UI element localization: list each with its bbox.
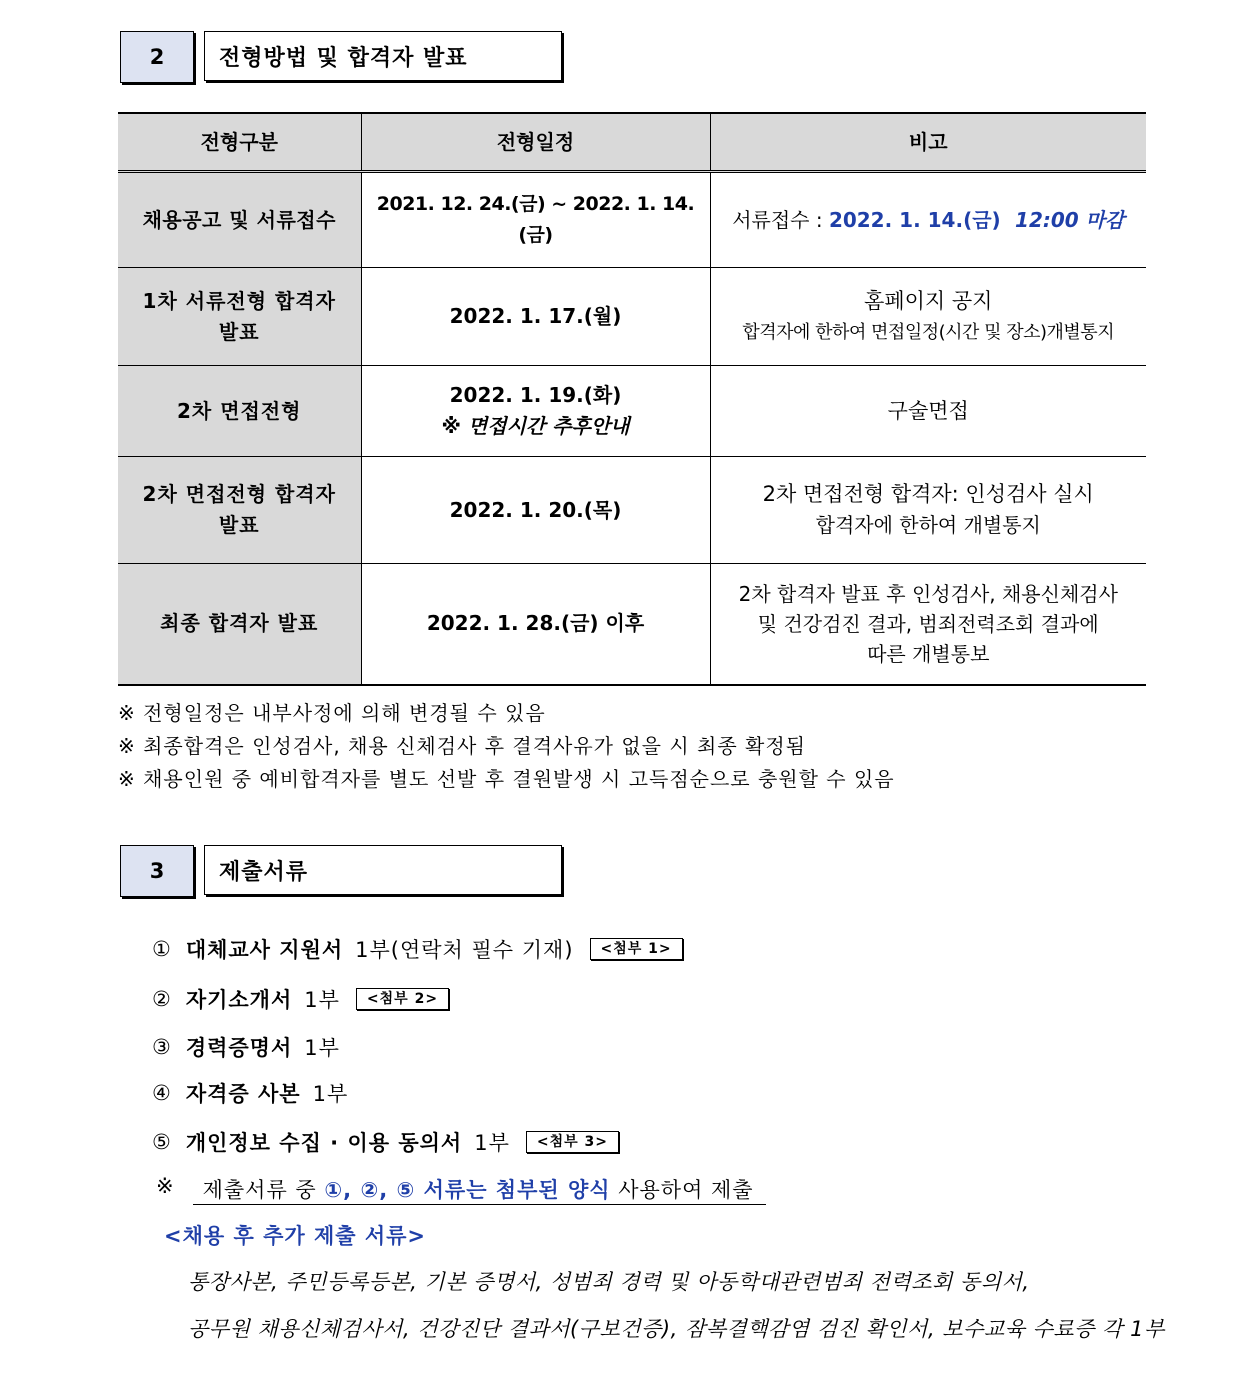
note-line: 및 건강검진 결과, 범죄전력조회 결과에 bbox=[757, 611, 1099, 636]
after-hire-title: <채용 후 추가 제출 서류> bbox=[164, 1224, 427, 1248]
schedule-table bbox=[118, 112, 1146, 686]
row-date: 2022. 1. 20.(목) bbox=[361, 457, 710, 564]
schedule-note: ※ 최종합격은 인성검사, 채용 신체검사 후 결격사유가 없을 시 최종 확정됨 bbox=[118, 734, 806, 758]
column-header: 전형일정 bbox=[361, 113, 710, 172]
table-row bbox=[118, 366, 1146, 457]
item-marker: ⑤ bbox=[152, 1130, 172, 1154]
table-row bbox=[118, 564, 1146, 685]
row-date: 2021. 12. 24.(금) ~ 2022. 1. 14.(금) bbox=[361, 172, 710, 268]
submit-note-post: 사용하여 제출 bbox=[610, 1178, 754, 1202]
item-name: 자격증 사본 bbox=[185, 1082, 301, 1106]
date-line: 2022. 1. 19.(화) bbox=[449, 383, 622, 407]
note-mark: ※ bbox=[156, 1174, 175, 1198]
schedule-note: ※ 전형일정은 내부사정에 의해 변경될 수 있음 bbox=[118, 701, 546, 725]
attachment-tag: <첨부 1> bbox=[590, 938, 683, 960]
row-date: 2022. 1. 28.(금) 이후 bbox=[361, 564, 710, 685]
schedule-note: ※ 채용인원 중 예비합격자를 별도 선발 후 결원발생 시 고득점순으로 충원할 수 있음 bbox=[118, 767, 895, 791]
item-quantity: 1부 bbox=[312, 1082, 349, 1106]
row-category bbox=[118, 457, 361, 564]
note-line: 합격자에 한하여 면접일정(시간 및 장소)개별통지 bbox=[742, 321, 1115, 343]
note-deadline-date: 2022. 1. 14.(금) bbox=[828, 207, 1001, 232]
row-category bbox=[118, 268, 361, 366]
note-prefix: 서류접수 : bbox=[732, 207, 829, 232]
row-date bbox=[361, 366, 710, 457]
section-number: 3 bbox=[120, 845, 194, 897]
note-line: 합격자에 한하여 개별통지 bbox=[815, 513, 1041, 537]
attachment-tag: <첨부 2> bbox=[356, 988, 449, 1010]
row-category: 2차 면접전형 bbox=[118, 366, 361, 457]
note-line: 따른 개별통보 bbox=[867, 641, 990, 666]
list-item bbox=[152, 1032, 340, 1062]
item-quantity: 1부(연락처 필수 기재) bbox=[355, 938, 574, 962]
note-line: 홈페이지 공지 bbox=[864, 288, 993, 313]
row-note bbox=[710, 268, 1146, 366]
column-header: 비고 bbox=[710, 113, 1146, 172]
note-line: 2차 면접전형 합격자: 인성검사 실시 bbox=[762, 482, 1094, 506]
row-date: 2022. 1. 17.(월) bbox=[361, 268, 710, 366]
submit-note-pre: 제출서류 중 bbox=[202, 1178, 325, 1202]
list-item bbox=[152, 1078, 348, 1108]
list-item bbox=[152, 1127, 619, 1157]
category-line: 발표 bbox=[218, 319, 260, 344]
submit-note-text bbox=[193, 1174, 766, 1205]
after-hire-line: 공무원 채용신체검사서, 건강진단 결과서(구보건증), 잠복결핵감염 검진 확인서, 보수교육 수료증 각 1부 bbox=[188, 1317, 1165, 1341]
row-note: 구술면접 bbox=[710, 366, 1146, 457]
item-quantity: 1부 bbox=[304, 988, 340, 1012]
item-name: 경력증명서 bbox=[185, 1036, 293, 1060]
row-note bbox=[710, 564, 1146, 685]
row-category: 채용공고 및 서류접수 bbox=[118, 172, 361, 268]
item-marker: ② bbox=[152, 987, 172, 1011]
item-name: 자기소개서 bbox=[185, 988, 293, 1012]
section-title: 전형방법 및 합격자 발표 bbox=[204, 31, 562, 81]
item-marker: ③ bbox=[152, 1035, 172, 1059]
section-number: 2 bbox=[120, 31, 194, 83]
item-name: 대체교사 지원서 bbox=[185, 938, 344, 962]
category-line: 발표 bbox=[218, 513, 260, 537]
after-hire-line: 통장사본, 주민등록등본, 기본 증명서, 성범죄 경력 및 아동학대관련범죄 전력조회 동의서, bbox=[188, 1270, 1030, 1294]
table-header-row bbox=[118, 113, 1146, 172]
item-quantity: 1부 bbox=[474, 1131, 510, 1155]
list-item bbox=[152, 984, 449, 1014]
item-marker: ④ bbox=[152, 1081, 172, 1105]
table-row bbox=[118, 268, 1146, 366]
item-marker: ① bbox=[152, 937, 172, 961]
table-row bbox=[118, 457, 1146, 564]
row-note bbox=[710, 457, 1146, 564]
note-line: 2차 합격자 발표 후 인성검사, 채용신체검사 bbox=[738, 581, 1118, 606]
row-category: 최종 합격자 발표 bbox=[118, 564, 361, 685]
category-line: 2차 면접전형 합격자 bbox=[142, 482, 336, 506]
section-title: 제출서류 bbox=[204, 845, 562, 895]
table-row bbox=[118, 172, 1146, 268]
item-quantity: 1부 bbox=[304, 1036, 340, 1060]
row-note bbox=[710, 172, 1146, 268]
submit-note-highlight: ①, ②, ⑤ 서류는 첨부된 양식 bbox=[324, 1178, 611, 1202]
item-name: 개인정보 수집 · 이용 동의서 bbox=[185, 1131, 463, 1155]
category-line: 1차 서류전형 합격자 bbox=[142, 288, 336, 313]
column-header: 전형구분 bbox=[118, 113, 361, 172]
date-note: ※ 면접시간 추후안내 bbox=[441, 414, 630, 438]
list-item bbox=[152, 934, 683, 964]
attachment-tag: <첨부 3> bbox=[526, 1131, 619, 1153]
submit-note bbox=[156, 1174, 766, 1205]
note-deadline-time: 12:00 마감 bbox=[1015, 207, 1125, 232]
